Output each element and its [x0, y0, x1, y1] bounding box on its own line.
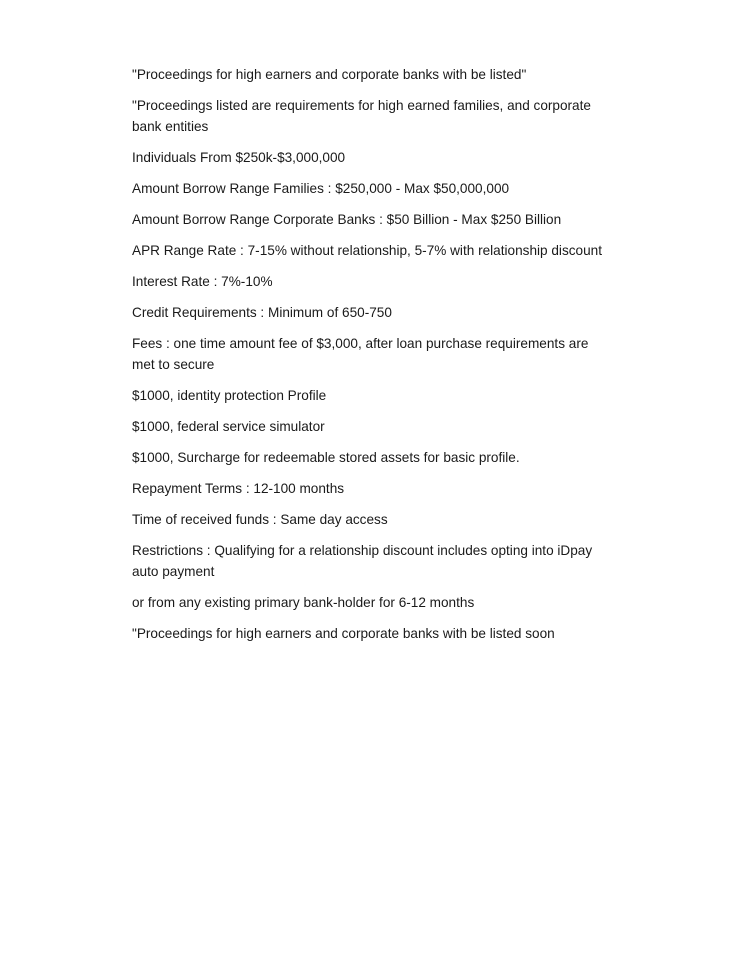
- time-of-funds: Time of received funds : Same day access: [132, 512, 388, 527]
- fee-surcharge: $1000, Surcharge for redeemable stored assets for basic profile.: [132, 450, 520, 465]
- individuals-range: Individuals From $250k-$3,000,000: [132, 150, 346, 165]
- fee-federal-service: $1000, federal service simulator: [132, 419, 325, 434]
- intro-description: "Proceedings listed are requirements for high earned families, and corporate bank entities: [132, 98, 591, 134]
- fee-identity-protection: $1000, identity protection Profile: [132, 388, 327, 403]
- borrow-range-families: Amount Borrow Range Families : $250,000 - Max $50,000,000: [132, 181, 510, 196]
- apr-range: APR Range Rate : 7-15% without relationship, 5-7% with relationship discount: [132, 243, 602, 258]
- repayment-terms: Repayment Terms : 12-100 months: [132, 481, 345, 496]
- document-body: [132, 64, 612, 654]
- interest-rate: Interest Rate : 7%-10%: [132, 274, 273, 289]
- restrictions-continued: or from any existing primary bank-holder for 6-12 months: [132, 595, 475, 610]
- fees: Fees : one time amount fee of $3,000, after loan purchase requirements are met to secure: [132, 336, 589, 372]
- intro-heading: "Proceedings for high earners and corporate banks with be listed": [132, 67, 527, 82]
- borrow-range-corporate: Amount Borrow Range Corporate Banks : $50 Billion - Max $250 Billion: [132, 212, 562, 227]
- closing-note: "Proceedings for high earners and corporate banks with be listed soon: [132, 626, 555, 641]
- restrictions: Restrictions : Qualifying for a relationship discount includes opting into iDpay auto payment: [132, 543, 593, 579]
- credit-requirements: Credit Requirements : Minimum of 650-750: [132, 305, 392, 320]
